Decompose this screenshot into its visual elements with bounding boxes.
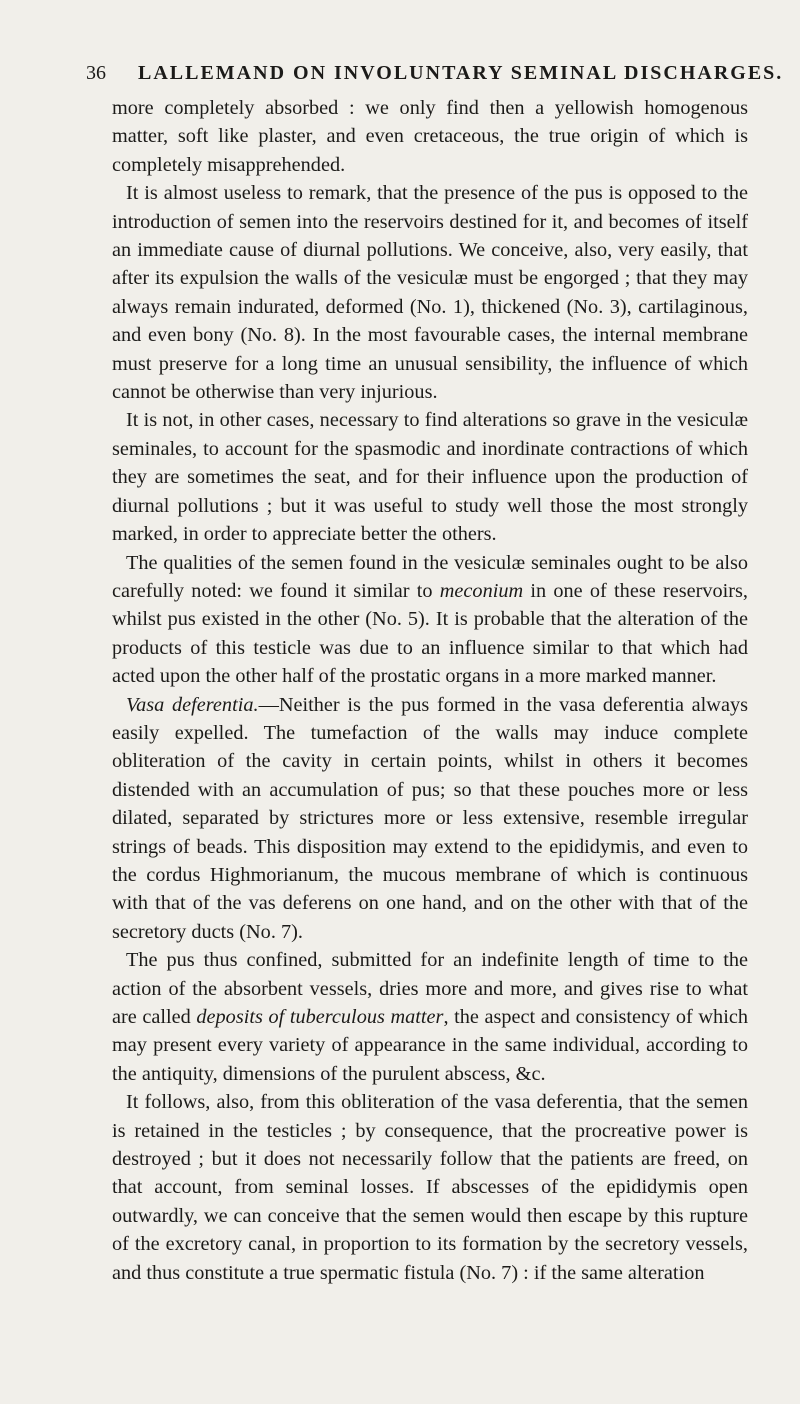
running-head	[86, 60, 784, 86]
paragraph-6-text-a: The pus thus confined, submitted for an indefinite length of time to the action of the absorbent vessels, dries more and more, and gives rise to what are called	[112, 949, 748, 1028]
paragraph-5	[112, 691, 748, 947]
paragraph-4-text-a: The qualities of the semen found in the vesiculæ seminales ought to be also carefully noted: we found it similar to	[112, 551, 748, 602]
paragraph-2: It is almost useless to remark, that the presence of the pus is opposed to the introduction of semen into the reservoirs destined for it, and becomes of itself an immediate cause of diurnal pollutions. We conceive, also, very easily, that after its expulsion the walls of the vesiculæ must be engorged ; that they may always remain indurated, deformed (No. 1), thickened (No. 3), cartilaginous, and even bony (No. 8). In the most favourable cases, the internal membrane must preserve for a long time an unusual sensibility, the influence of which cannot be otherwise than very injurious.	[112, 182, 748, 404]
paragraph-4-text-b: in one of these reservoirs, whilst pus existed in the other (No. 5). It is probable that the alteration of the products of this testicle was due to an influence similar to that which had acted upon the other half of the prostatic organs in a more marked manner.	[112, 579, 748, 688]
italic-term-tuberculous: deposits of tuberculous matter	[196, 1006, 444, 1028]
paragraph-4	[112, 549, 748, 691]
paragraph-3: It is not, in other cases, necessary to find alterations so grave in the vesiculæ seminales, to account for the spasmodic and inordinate contractions of which they are sometimes the seat, and for their influence upon the production of diurnal pollutions ; but it was useful to study well those the most strongly marked, in order to appreciate better the others.	[112, 409, 748, 546]
running-title: LALLEMAND ON INVOLUNTARY SEMINAL DISCHARGES.	[138, 62, 784, 84]
body-text	[112, 94, 748, 1287]
paragraph-7: It follows, also, from this obliteration of the vasa deferentia, that the semen is retained in the testicles ; by consequence, that the procreative power is destroyed ; but it does not necessarily follow that the patients are freed, on that account, from seminal losses. If abscesses of the epididymis open outwardly, we can conceive that the semen would then escape by this rupture of the excretory canal, in proportion to its formation by the secretory vessels, and thus constitute a true spermatic fistula (No. 7) : if the same alteration	[112, 1091, 748, 1284]
paragraph-6-text-b: , the aspect and consistency of which may present every variety of appearance in the same individual, according to the antiquity, dimensions of the purulent abscess, &c.	[112, 1006, 748, 1085]
paragraph-1: more completely absorbed : we only find then a yellowish homogenous matter, soft like plaster, and even cretaceous, the true origin of which is completely misapprehended.	[112, 97, 748, 176]
section-heading-vasa-deferentia: Vasa deferentia.	[126, 693, 259, 716]
paragraph-6	[112, 946, 748, 1088]
italic-term-meconium: meconium	[439, 579, 524, 602]
paragraph-5-text: —Neither is the pus formed in the vasa deferentia always easily expelled. The tumefaction of the walls may induce complete obliteration of the cavity in certain points, whilst in others it becomes distended with an accumulation of pus; so that these pouches more or less dilated, separated by strictures more or less extensive, resemble irregular strings of beads. This disposition may extend to the epididymis, and even to the cordus Highmorianum, the mucous membrane of which is continuous with that of the vas deferens on one hand, and on the other with that of the secretory ducts (No. 7).	[112, 693, 748, 943]
page-number: 36	[86, 62, 106, 84]
